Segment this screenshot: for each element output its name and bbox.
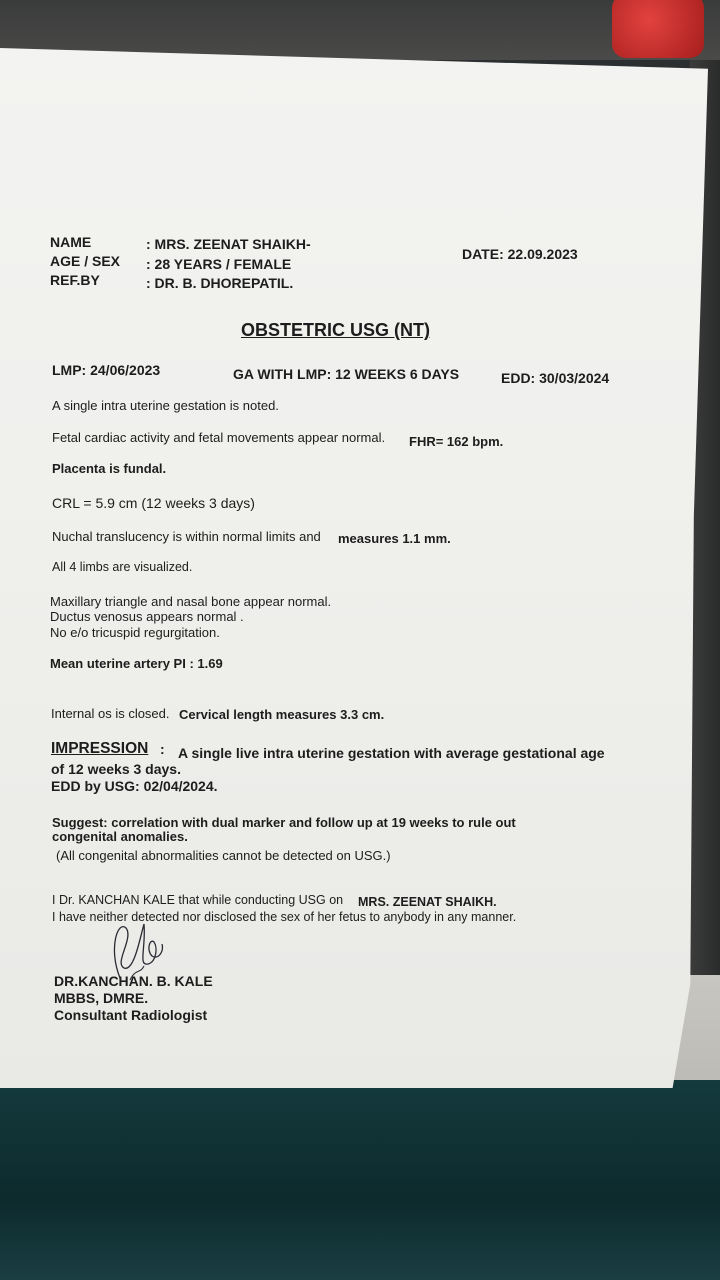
lmp-date: LMP: 24/06/2023 (52, 362, 161, 378)
ref-label: REF.BY (50, 272, 100, 288)
report-date: DATE: 22.09.2023 (462, 246, 578, 262)
finding-nt: Nuchal translucency is within normal limits and (52, 529, 321, 544)
finding-cervical-length: Cervical length measures 3.3 cm. (179, 707, 385, 722)
declaration-line2: I have neither detected nor disclosed the sex of her fetus to anybody in any manner. (52, 910, 517, 924)
finding-internal-os: Internal os is closed. (51, 706, 170, 721)
impression-line1: A single live intra uterine gestation with average gestational age (178, 745, 605, 761)
doctor-role: Consultant Radiologist (54, 1007, 208, 1023)
finding-limbs: All 4 limbs are visualized. (52, 560, 193, 574)
declaration-line1: I Dr. KANCHAN KALE that while conducting USG on (52, 893, 344, 907)
suggest-note: (All congenital abnormalities cannot be detected on USG.) (56, 848, 391, 863)
ref-value: : DR. B. DHOREPATIL. (146, 275, 294, 291)
suggest-line1: Suggest: correlation with dual marker and follow up at 19 weeks to rule out (52, 815, 516, 830)
doctor-degree: MBBS, DMRE. (54, 990, 149, 1006)
finding-maxillary: Maxillary triangle and nasal bone appear normal. (50, 594, 332, 609)
impression-colon: : (160, 741, 165, 757)
name-value: : MRS. ZEENAT SHAIKH- (146, 236, 311, 252)
doctor-name: DR.KANCHAN. B. KALE (54, 973, 213, 989)
finding-gestation: A single intra uterine gestation is noted. (52, 398, 279, 413)
declaration-patient-name: MRS. ZEENAT SHAIKH. (358, 895, 497, 909)
name-label: NAME (50, 234, 92, 250)
ga-lmp: GA WITH LMP: 12 WEEKS 6 DAYS (233, 366, 460, 382)
finding-crl: CRL = 5.9 cm (12 weeks 3 days) (52, 495, 255, 511)
finding-uterine-pi: Mean uterine artery PI : 1.69 (50, 656, 223, 671)
impression-edd: EDD by USG: 02/04/2024. (51, 778, 218, 794)
age-label: AGE / SEX (50, 253, 121, 269)
impression-label: IMPRESSION (51, 740, 149, 757)
finding-nt-measure: measures 1.1 mm. (338, 531, 451, 546)
finding-tricuspid: No e/o tricuspid regurgitation. (50, 625, 220, 640)
finding-fhr: FHR= 162 bpm. (409, 434, 504, 449)
suggest-line2: congenital anomalies. (52, 829, 188, 844)
edd-date: EDD: 30/03/2024 (501, 370, 610, 386)
finding-placenta: Placenta is fundal. (52, 461, 167, 476)
finding-cardiac: Fetal cardiac activity and fetal movements appear normal. (52, 430, 386, 445)
report-title: OBSTETRIC USG (NT) (241, 320, 430, 340)
impression-line2: of 12 weeks 3 days. (51, 761, 181, 777)
age-value: : 28 YEARS / FEMALE (146, 256, 292, 272)
finding-ductus: Ductus venosus appears normal . (50, 609, 244, 624)
